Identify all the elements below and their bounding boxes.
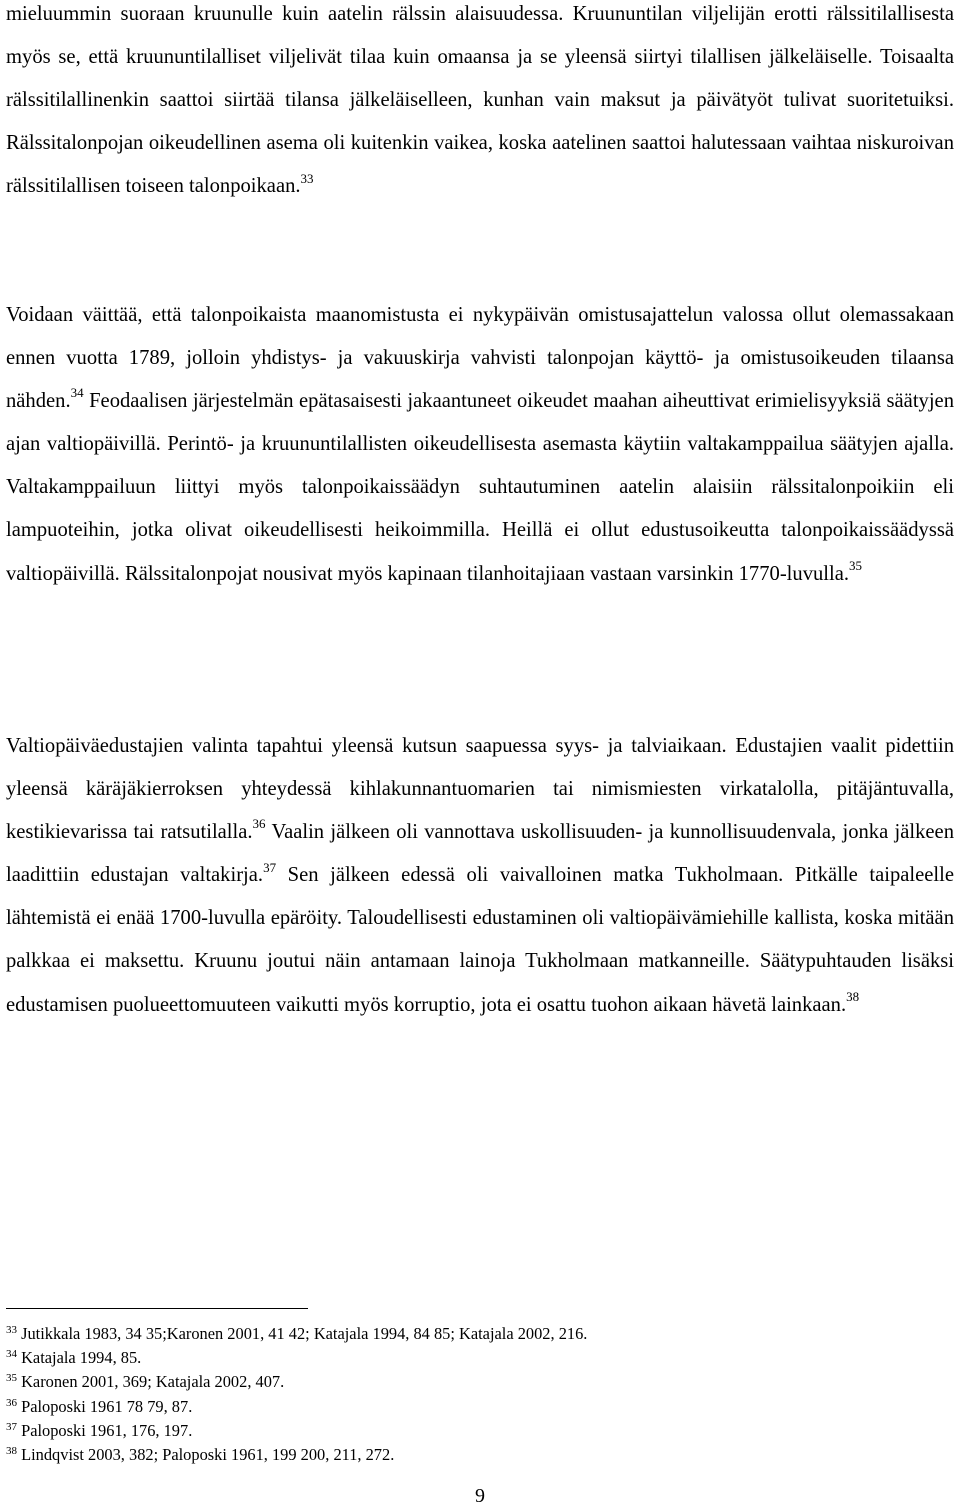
- footnote-reference[interactable]: 35: [849, 557, 863, 573]
- paragraph-3: [6, 725, 954, 1027]
- footnote-reference[interactable]: 36: [252, 816, 266, 832]
- footnote-number: 35: [6, 1372, 17, 1385]
- footnote: [6, 1346, 954, 1370]
- footnote-number: 34: [6, 1348, 17, 1361]
- footnote: [6, 1370, 954, 1394]
- footnote-number: 36: [6, 1396, 17, 1409]
- footnote-number: 38: [6, 1444, 17, 1457]
- footnote-reference[interactable]: 37: [263, 859, 277, 875]
- footnote: [6, 1419, 954, 1443]
- footnote-number: 33: [6, 1323, 17, 1336]
- paragraph-1: [6, 0, 954, 208]
- paragraph-text: mieluummin suoraan kruunulle kuin aatelin rälssin alaisuudessa. Kruununtilan viljelijän erotti rälssitilallisesta myös se, että kruununtilalliset viljelivät tilaa kuin omaansa ja se yleensä siirtyi tilallisen jälkeläiselle. Toisaalta rälssitilallinenkin saattoi siirtää tilansa jälkeläiselleen, kunhan vain maksut ja päivätyöt tulivat suoritetuiksi. Rälssitalonpojan oikeudellinen asema oli kuitenkin vaikea, koska aatelinen saattoi halutessaan vaihtaa niskuroivan rälssitilallisen toiseen talonpoikaan.: [6, 3, 954, 198]
- footnote-text: Katajala 1994, 85.: [17, 1348, 142, 1368]
- paragraph-text: Feodaalisen järjestelmän epätasaisesti jakaantuneet oikeudet maahan aiheuttivat erimielisyyksiä säätyjen ajan valtiopäivillä. Perintö- ja kruununtilallisten oikeudellisesta asemasta käytiin valtakamppailua säätyjen ajalla. Valtakamppailuun liittyi myös talonpoikaissäädyn suhtautuminen aatelin alaisiin rälssitalonpoikiin eli lampuoteihin, jotka olivat oikeudellisesti heikoimmilla. Heillä ei ollut edustusoikeutta talonpoikaissäädyssä valtiopäivillä. Rälssitalonpojat nousivat myös kapinaan tilanhoitajiaan vastaan varsinkin 1770-luvulla.: [6, 390, 954, 585]
- footnote-text: Lindqvist 2003, 382; Paloposki 1961, 199 200, 211, 272.: [17, 1445, 395, 1465]
- footnote-text: Paloposki 1961 78 79, 87.: [17, 1396, 193, 1416]
- paragraph-text: Voidaan väittää, että talonpoikaista maanomistusta ei nykypäivän omistusajattelun valossa ollut olemassakaan ennen vuotta 1789, jolloin yhdistys- ja vakuuskirja vahvisti talonpojan käyttö- ja omistusoikeuden tilaansa nähden.: [6, 304, 954, 413]
- footnote-text: Karonen 2001, 369; Katajala 2002, 407.: [17, 1372, 285, 1392]
- footnote-reference[interactable]: 33: [300, 170, 314, 186]
- footnote: [6, 1395, 954, 1419]
- paragraph-2: [6, 294, 954, 596]
- page-number: 9: [475, 1485, 485, 1507]
- footnote-reference[interactable]: 34: [70, 385, 84, 401]
- footnote-reference[interactable]: 38: [846, 988, 860, 1004]
- footnote-separator: [6, 1308, 308, 1309]
- footnote-text: Jutikkala 1983, 34 35;Karonen 2001, 41 42; Katajala 1994, 84 85; Katajala 2002, 216.: [17, 1324, 588, 1343]
- footnote-number: 37: [6, 1420, 17, 1433]
- paragraph-text: Valtiopäiväedustajien valinta tapahtui yleensä kutsun saapuessa syys- ja talviaikaan. Edustajien vaalit pidettiin yleensä käräjäkierroksen yhteydessä kihlakunnantuomarien tai nimismiesten virkatalolla, pitäjäntuvalla, kestikievarissa tai ratsutilalla.: [6, 735, 954, 844]
- footnote: [6, 1322, 954, 1346]
- paragraph-text: Sen jälkeen edessä oli vaivalloinen matka Tukholmaan. Pitkälle taipaleelle lähtemistä ei enää 1700-luvulla epäröity. Taloudellisesti edustaminen oli valtiopäivämiehille kallista, koska mitään palkkaa ei maksettu. Kruunu joutui näin antamaan lainoja Tukholmaan matkanneille. Säätypuhtauden lisäksi edustamisen puolueettomuuteen vaikutti myös korruptio, jota ei osattu tuohon aikaan hävetä lainkaan.: [6, 864, 954, 1016]
- footnote-text: Paloposki 1961, 176, 197.: [17, 1420, 193, 1440]
- footnote: [6, 1443, 954, 1467]
- paragraph-text: Vaalin jälkeen oli vannottava uskollisuuden- ja kunnollisuudenvala, jonka jälkeen laadittiin edustajan valtakirja.: [6, 821, 954, 887]
- footnotes: [6, 1322, 954, 1467]
